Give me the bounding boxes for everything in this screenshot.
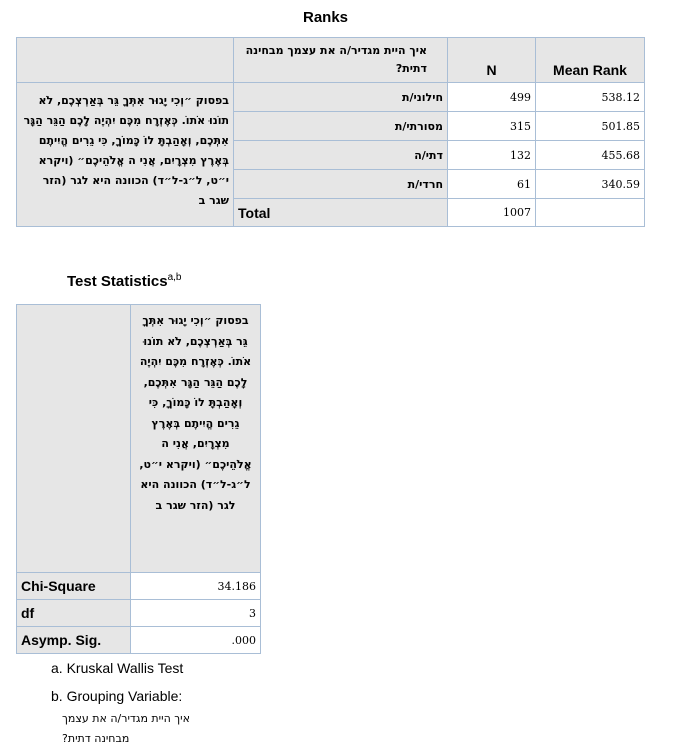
footnote-a: a. Kruskal Wallis Test — [51, 660, 184, 676]
ranks-group-column-header: איך היית מגדיר/ה את עצמך מבחינה דתית? — [234, 38, 448, 83]
ranks-group-label: דתי/ה — [234, 141, 448, 170]
ranks-corner-cell — [17, 38, 234, 83]
ranks-mean-rank-value: 501.85 — [536, 112, 645, 141]
ranks-header-row — [17, 38, 645, 83]
ranks-total-n: 1007 — [448, 199, 536, 227]
ranks-group-label: מסורתי/ת — [234, 112, 448, 141]
ranks-n-value: 315 — [448, 112, 536, 141]
ranks-n-value: 499 — [448, 83, 536, 112]
chi-square-value: 34.186 — [131, 573, 261, 600]
ranks-total-label: Total — [234, 199, 448, 227]
ranks-group-label: חרדי/ת — [234, 170, 448, 199]
test-statistics-table — [16, 304, 261, 654]
ranks-total-mean-rank-empty — [536, 199, 645, 227]
asymp-sig-label: Asymp. Sig. — [17, 627, 131, 654]
test-statistics-title — [67, 272, 182, 290]
table-row — [17, 83, 645, 112]
test-statistics-title-footnote-marks: a,b — [167, 272, 182, 283]
df-label: df — [17, 600, 131, 627]
ranks-title: Ranks — [303, 9, 349, 26]
footnote-b: b. Grouping Variable: — [51, 688, 183, 704]
ranks-mean-rank-value: 538.12 — [536, 83, 645, 112]
asymp-sig-value: .000 — [131, 627, 261, 654]
ranks-mean-rank-header: Mean Rank — [536, 38, 645, 83]
ranks-mean-rank-value: 340.59 — [536, 170, 645, 199]
table-row — [17, 573, 261, 600]
test-statistics-corner-cell — [17, 305, 131, 573]
chi-square-label: Chi-Square — [17, 573, 131, 600]
df-value: 3 — [131, 600, 261, 627]
test-statistics-variable-header: בפסוק ״וְכִי יָגוּר אִתְּךָ גֵּר בְּאַרְצְכֶם, לֹא תוֹנוּ אֹתוֹ. כְּאֶזְרָח מִכֶּם יִהְיֶה לָכֶם הַגֵּר הַגָּר אִתְּכֶם, וְאָהַבְתָּ לוֹ כָּמוֹךָ, כִּי גֵרִים הֱיִיתֶם בְּאֶרֶץ מִצְרָיִם, אֲנִי ה אֱלֹהֵיכֶם״ (ויקרא י״ט, ל״ג-ל״ד) הכוונה היא לגר (הזר שגר ב — [131, 305, 261, 573]
ranks-variable-label: בפסוק ״וְכִי יָגוּר אִתְּךָ גֵּר בְּאַרְצְכֶם, לֹא תוֹנוּ אֹתוֹ. כְּאֶזְרָח מִכֶּם יִהְיֶה לָכֶם הַגֵּר הַגָּר אִתְּכֶם, וְאָהַבְתָּ לוֹ כָּמוֹךָ, כִּי גֵרִים הֱיִיתֶם בְּאֶרֶץ מִצְרָיִם, אֲנִי ה אֱלֹהֵיכֶם״ (ויקרא י״ט, ל״ג-ל״ד) הכוונה היא לגר (הזר שגר ב — [17, 83, 234, 227]
table-row — [17, 600, 261, 627]
ranks-n-value: 132 — [448, 141, 536, 170]
test-statistics-header-row — [17, 305, 261, 573]
ranks-n-value: 61 — [448, 170, 536, 199]
ranks-group-label: חילוני/ת — [234, 83, 448, 112]
ranks-n-header: N — [448, 38, 536, 83]
footnote-b-grouping-variable: איך היית מגדיר/ה את עצמך מבחינה דתית? — [62, 712, 190, 745]
ranks-table — [16, 37, 645, 227]
test-statistics-title-text: Test Statistics — [67, 273, 168, 290]
ranks-mean-rank-value: 455.68 — [536, 141, 645, 170]
table-row — [17, 627, 261, 654]
